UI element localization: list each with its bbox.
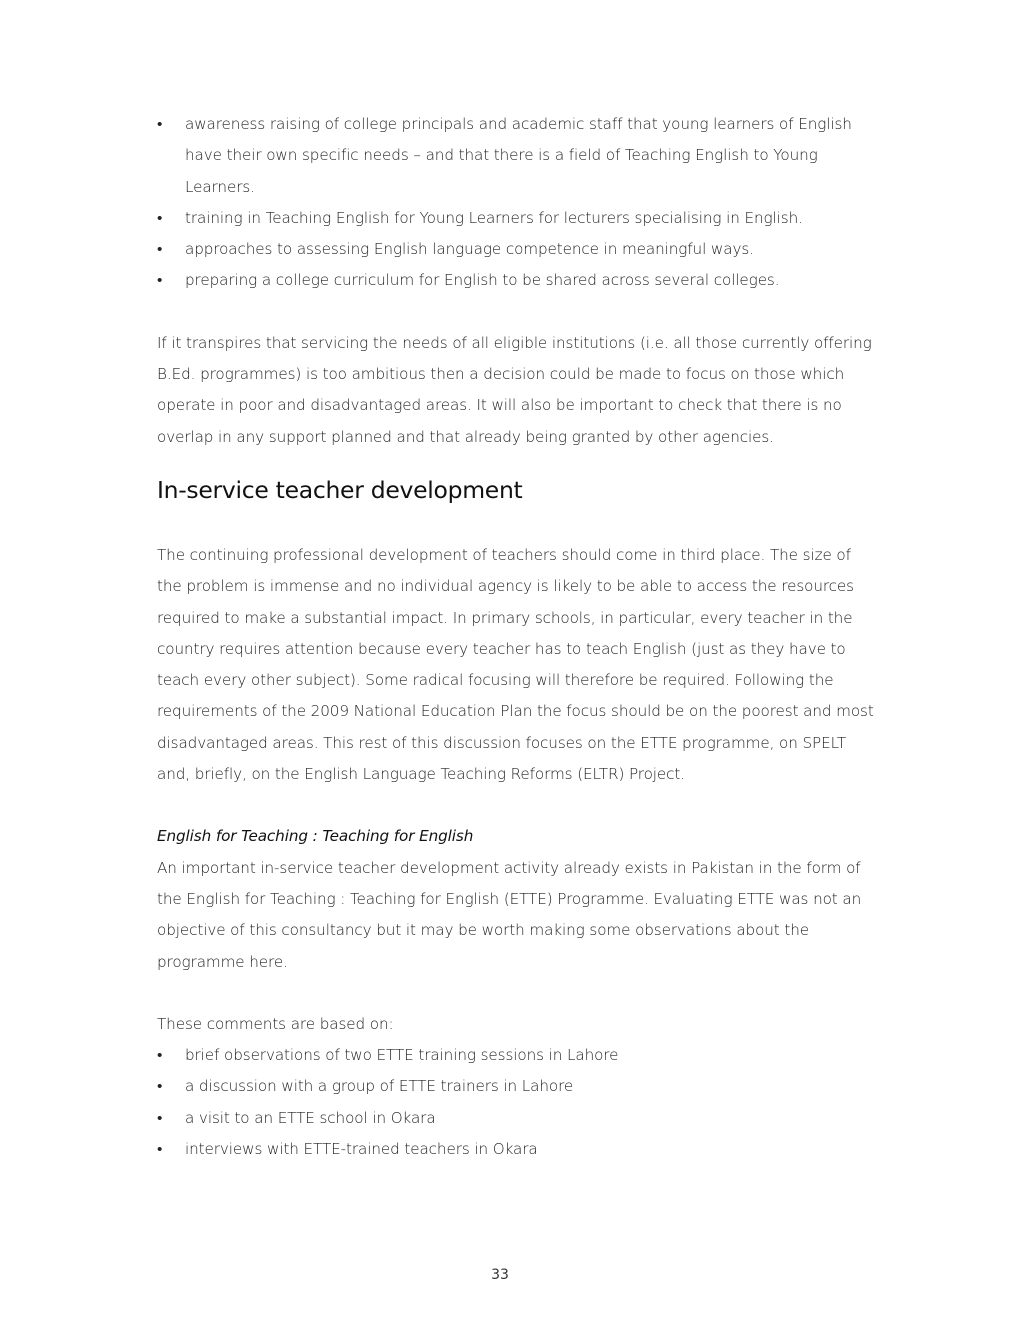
list-item bbox=[157, 203, 877, 234]
bullet-icon: • bbox=[157, 1140, 163, 1159]
paragraph-professional-development: The continuing professional development of teachers should come in third place. The size of the problem is immense and no individual agency is likely to be able to access the resources required to make a substantial impact. In primary schools, in particular, every teacher in the country requires attention because every teacher has to teach English (just as they have to teach every other subject). Some radical focusing will therefore be required. Following the requirements of the 2009 National Education Plan the focus should be on the poorest and most disadvantaged areas. This rest of this discussion focuses on the ETTE programme, on SPELT and, briefly, on the English Language Teaching Reforms (ELTR) Project. bbox=[157, 545, 874, 784]
paragraph-spacer bbox=[157, 790, 877, 821]
bullet-icon: • bbox=[157, 208, 163, 227]
list-item-text: approaches to assessing English language competence in meaningful ways. bbox=[185, 240, 754, 259]
paragraph-spacer bbox=[157, 297, 877, 328]
bullet-list-support-areas bbox=[157, 109, 877, 297]
bullet-icon: • bbox=[157, 1046, 163, 1065]
list-item-text: preparing a college curriculum for English to be shared across several colleges. bbox=[185, 271, 780, 290]
list-item-text: awareness raising of college principals and academic staff that young learners of English have their own specific needs – and that there is a field of Teaching English to Young Learners. bbox=[185, 115, 852, 196]
list-item bbox=[157, 109, 877, 203]
bullet-icon: • bbox=[157, 115, 163, 133]
list-item-text: training in Teaching English for Young Learners for lecturers specialising in English. bbox=[185, 208, 803, 227]
paragraph-ette-programme: An important in-service teacher development activity already exists in Pakistan in the form of the English for Teaching : Teaching for English (ETTE) Programme. Evaluating ETTE was not an objective of this consultancy but it may be worth making some observations about the programme here. bbox=[157, 858, 862, 971]
list-item bbox=[157, 265, 877, 296]
bullet-icon: • bbox=[157, 1108, 163, 1127]
document-body bbox=[157, 109, 877, 1165]
bullet-list-comment-sources bbox=[157, 1040, 877, 1165]
list-item bbox=[157, 1134, 877, 1165]
list-item bbox=[157, 1071, 877, 1102]
list-item-text: a discussion with a group of ETTE trainers in Lahore bbox=[185, 1077, 574, 1096]
bullet-icon: • bbox=[157, 1077, 163, 1096]
list-item-text: a visit to an ETTE school in Okara bbox=[185, 1108, 436, 1127]
paragraph-spacer bbox=[157, 978, 877, 1009]
page-number: 33 bbox=[491, 1267, 509, 1283]
paragraph-eligible-institutions: If it transpires that servicing the needs of all eligible institutions (i.e. all those currently offering B.Ed. programmes) is too ambitious then a decision could be made to focus on those which operate in poor and disadvantaged areas. It will also be important to check that there is no overlap in any support planned and that already being granted by other agencies. bbox=[157, 333, 872, 446]
bullet-icon: • bbox=[157, 271, 163, 290]
section-heading: In-service teacher development bbox=[157, 475, 523, 504]
list-item-text: interviews with ETTE-trained teachers in Okara bbox=[185, 1140, 538, 1159]
list-item bbox=[157, 234, 877, 265]
list-item bbox=[157, 1040, 877, 1071]
paragraph-comments-intro: These comments are based on: bbox=[157, 1014, 394, 1033]
bullet-icon: • bbox=[157, 240, 163, 259]
list-item-text: brief observations of two ETTE training sessions in Lahore bbox=[185, 1046, 619, 1065]
list-item bbox=[157, 1103, 877, 1134]
subheading-ette: English for Teaching : Teaching for English bbox=[157, 827, 474, 846]
